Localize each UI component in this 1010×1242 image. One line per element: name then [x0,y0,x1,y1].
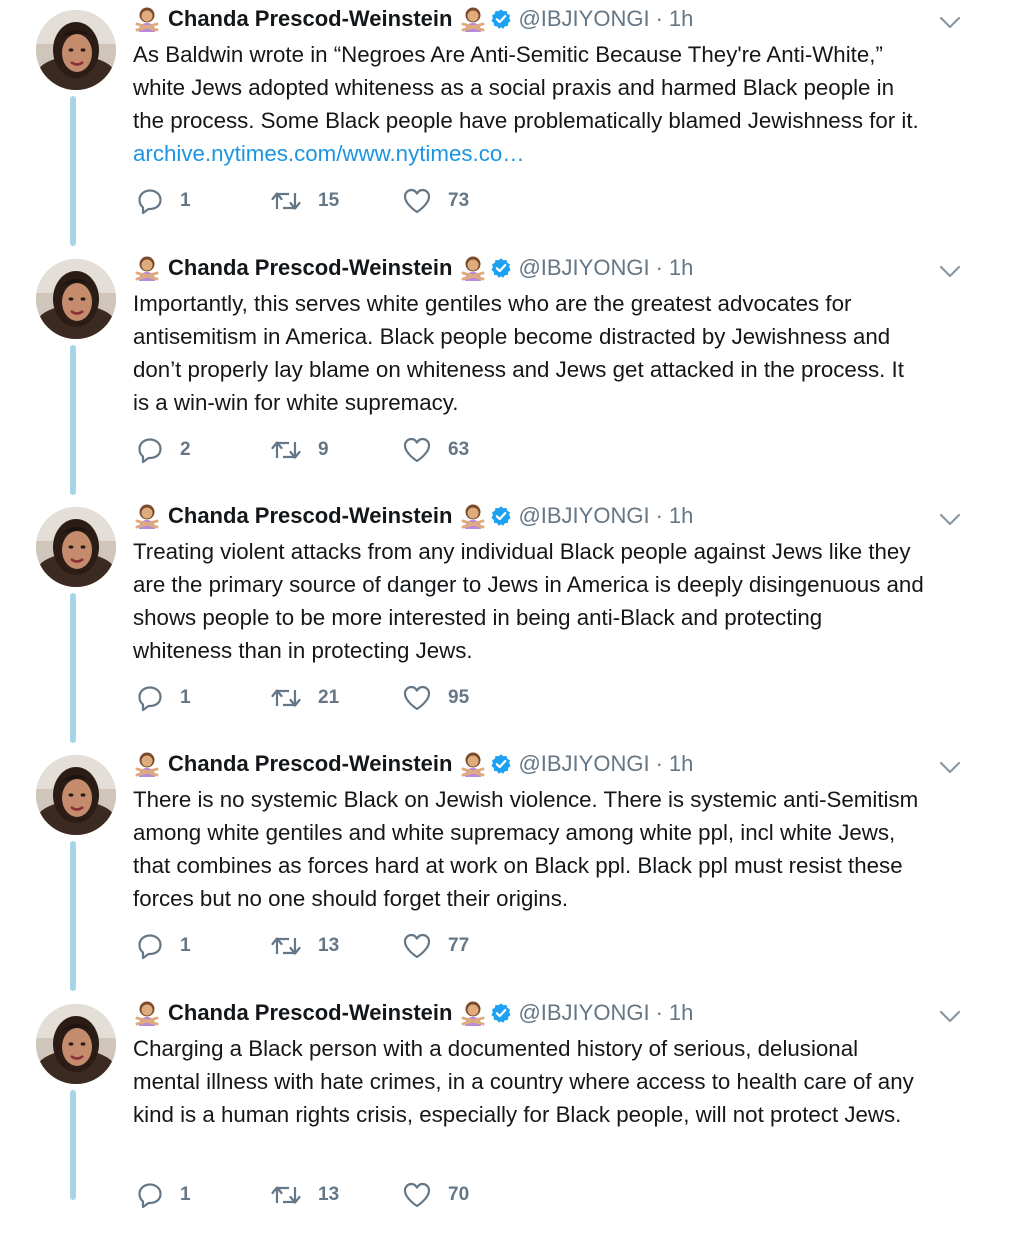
reply-count: 1 [180,935,191,956]
verified-badge-icon [490,257,512,279]
separator-dot: · [655,6,663,31]
tweet-header [134,4,693,34]
tweet-link[interactable]: archive.nytimes.com/www.nytimes.co… [133,141,525,166]
retweet-icon [270,684,302,712]
reply-count: 1 [180,190,191,211]
author-handle[interactable]: @IBJIYONGI [518,751,650,776]
tweet-actions [136,931,502,961]
tweet-text-line: antisemitism in America. Black people become distracted by Jewishness and [133,324,891,349]
chevron-down-icon[interactable] [938,1006,962,1026]
tweet-text-line: forces but no one should forget their origins. [133,886,569,911]
like-button[interactable] [402,932,502,960]
tweet[interactable] [0,745,1010,993]
person-gesturing-no-emoji-icon [460,1000,486,1026]
tweet-text-line: are the primary source of danger to Jews in America is deeply disingenuous and [133,572,924,597]
reply-icon [136,932,164,960]
like-count: 63 [448,439,470,460]
tweet-actions [136,1180,502,1210]
tweet-timestamp[interactable]: 1h [668,1000,694,1025]
avatar[interactable] [36,10,116,90]
retweet-count: 15 [318,190,340,211]
tweet-header [134,998,693,1028]
chevron-down-icon[interactable] [938,261,962,281]
reply-button[interactable] [136,436,270,464]
person-gesturing-no-emoji-icon [134,503,160,529]
verified-badge-icon [490,1002,512,1024]
retweet-count: 21 [318,687,340,708]
tweet-text [133,783,973,915]
tweet-timestamp[interactable]: 1h [668,503,694,528]
heart-icon [402,1181,432,1209]
tweet-text-line: the process. Some Black people have problematically blamed Jewishness for it. [133,108,919,133]
retweet-count: 9 [318,439,329,460]
person-gesturing-no-emoji-icon [134,1000,160,1026]
person-gesturing-no-emoji-icon [134,751,160,777]
retweet-count: 13 [318,935,340,956]
chevron-down-icon[interactable] [938,12,962,32]
tweet[interactable] [0,497,1010,745]
like-count: 77 [448,935,470,956]
tweet-text-line: mental illness with hate crimes, in a country where access to health care of any [133,1069,914,1094]
tweet-text [133,1032,973,1131]
tweet[interactable] [0,994,1010,1242]
retweet-count: 13 [318,1184,340,1205]
heart-icon [402,684,432,712]
person-gesturing-no-emoji-icon [460,255,486,281]
retweet-icon [270,932,302,960]
avatar[interactable] [36,259,116,339]
heart-icon [402,932,432,960]
verified-badge-icon [490,505,512,527]
tweet-text [133,38,973,170]
retweet-icon [270,436,302,464]
tweet-text-line: Importantly, this serves white gentiles who are the greatest advocates for [133,291,852,316]
author-handle[interactable]: @IBJIYONGI [518,1000,650,1025]
tweet-text-line: that combines as forces hard at work on Black ppl. Black ppl must resist these [133,853,903,878]
tweet-actions [136,435,502,465]
verified-badge-icon [490,753,512,775]
avatar[interactable] [36,755,116,835]
reply-count: 2 [180,439,191,460]
reply-count: 1 [180,687,191,708]
tweet-text [133,535,973,667]
author-name[interactable]: Chanda Prescod-Weinstein [168,6,453,31]
tweet-timestamp[interactable]: 1h [668,6,694,31]
tweet-header [134,253,693,283]
person-gesturing-no-emoji-icon [134,255,160,281]
separator-dot: · [655,255,663,280]
reply-button[interactable] [136,187,270,215]
heart-icon [402,187,432,215]
like-button[interactable] [402,187,502,215]
tweet[interactable] [0,0,1010,248]
chevron-down-icon[interactable] [938,509,962,529]
avatar[interactable] [36,507,116,587]
reply-icon [136,187,164,215]
tweet-text-line: Charging a Black person with a documented history of serious, delusional [133,1036,859,1061]
separator-dot: · [655,751,663,776]
tweet-text-line: whiteness than in protecting Jews. [133,638,473,663]
retweet-icon [270,187,302,215]
heart-icon [402,436,432,464]
retweet-button[interactable] [270,684,402,712]
retweet-button[interactable] [270,436,402,464]
tweet-text-line: shows people to be more interested in being anti-Black and protecting [133,605,823,630]
reply-icon [136,436,164,464]
author-handle[interactable]: @IBJIYONGI [518,255,650,280]
tweet-text-line: There is no systemic Black on Jewish violence. There is systemic anti-Semitism [133,787,919,812]
like-button[interactable] [402,436,502,464]
like-count: 70 [448,1184,470,1205]
tweet-text-line: is a win-win for white supremacy. [133,390,459,415]
person-gesturing-no-emoji-icon [460,751,486,777]
tweet-text-line: white Jews adopted whiteness as a social praxis and harmed Black people in [133,75,895,100]
person-gesturing-no-emoji-icon [460,6,486,32]
tweet-timestamp[interactable]: 1h [668,751,694,776]
reply-icon [136,1181,164,1209]
like-count: 95 [448,687,470,708]
like-button[interactable] [402,684,502,712]
reply-icon [136,684,164,712]
tweet-actions [136,186,502,216]
reply-button[interactable] [136,932,270,960]
author-handle[interactable]: @IBJIYONGI [518,503,650,528]
tweet-actions [136,683,502,713]
like-button[interactable] [402,1181,502,1209]
retweet-button[interactable] [270,932,402,960]
author-name[interactable]: Chanda Prescod-Weinstein [168,751,453,776]
author-name[interactable]: Chanda Prescod-Weinstein [168,255,453,280]
tweet-header [134,501,693,531]
tweet-timestamp[interactable]: 1h [668,255,694,280]
tweet[interactable] [0,249,1010,497]
verified-badge-icon [490,8,512,30]
retweet-button[interactable] [270,1181,402,1209]
tweet-text-line: don’t properly lay blame on whiteness and Jews get attacked in the process. It [133,357,904,382]
author-name[interactable]: Chanda Prescod-Weinstein [168,1000,453,1025]
tweet-text-line: kind is a human rights crisis, especially for Black people, will not protect Jews. [133,1102,902,1127]
separator-dot: · [655,1000,663,1025]
author-handle[interactable]: @IBJIYONGI [518,6,650,31]
tweet-text-line: Treating violent attacks from any individual Black people against Jews like they [133,539,911,564]
tweet-text-line: among white gentiles and white supremacy among white ppl, incl white Jews, [133,820,896,845]
person-gesturing-no-emoji-icon [134,6,160,32]
reply-button[interactable] [136,1181,270,1209]
reply-button[interactable] [136,684,270,712]
tweet-header [134,749,693,779]
tweet-text [133,287,973,419]
author-name[interactable]: Chanda Prescod-Weinstein [168,503,453,528]
reply-count: 1 [180,1184,191,1205]
retweet-icon [270,1181,302,1209]
person-gesturing-no-emoji-icon [460,503,486,529]
like-count: 73 [448,190,470,211]
separator-dot: · [655,503,663,528]
avatar[interactable] [36,1004,116,1084]
tweet-text-line: As Baldwin wrote in “Negroes Are Anti-Semitic Because They're Anti-White,” [133,42,883,67]
chevron-down-icon[interactable] [938,757,962,777]
retweet-button[interactable] [270,187,402,215]
